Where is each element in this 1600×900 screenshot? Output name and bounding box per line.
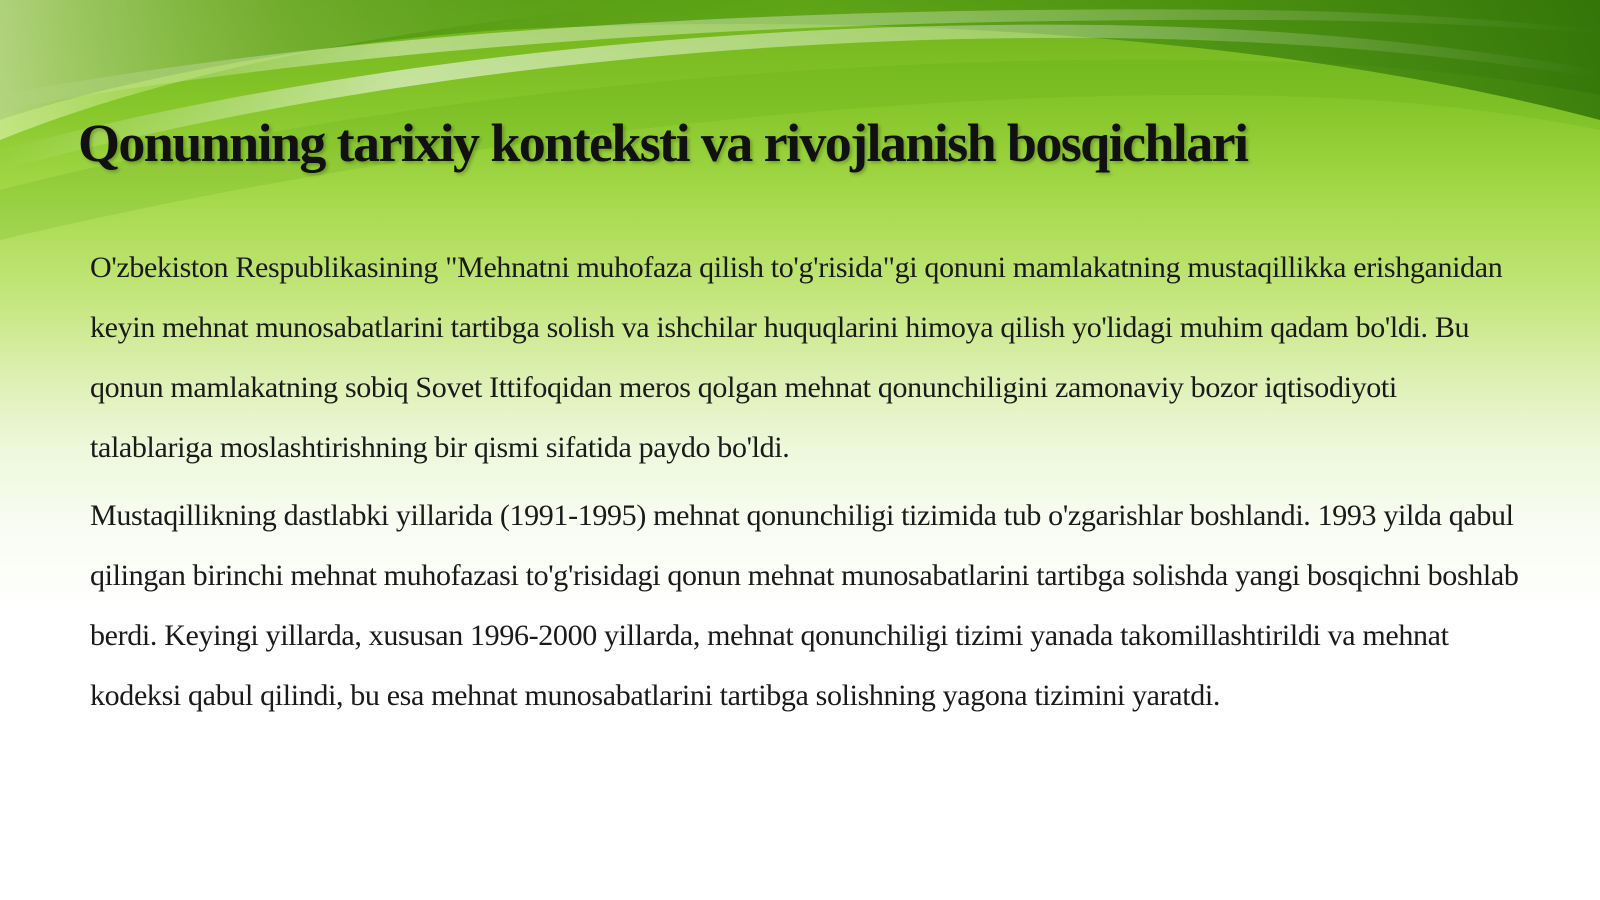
slide-title: Qonunning tarixiy konteksti va rivojlanish bosqichlari	[78, 113, 1248, 173]
paragraph-2: Mustaqillikning dastlabki yillarida (1991-1995) mehnat qonunchiligi tizimida tub o'zgarishlar boshlandi. 1993 yilda qabul qilingan birinchi mehnat muhofazasi to'g'risidagi qonun mehnat munosabatlarini tartibga solishda yangi bosqichni boshlab berdi. Keyingi yillarda, xususan 1996-2000 yillarda, mehnat qonunchiligi tizimi yanada takomillashtirildi va mehnat kodeksi qabul qilindi, bu esa mehnat munosabatlarini tartibga solishning yagona tizimini yaratdi.	[90, 499, 1519, 712]
slide-body	[90, 238, 1520, 734]
paragraph-1: O'zbekiston Respublikasining "Mehnatni muhofaza qilish to'g'risida"gi qonuni mamlakatning mustaqillikka erishganidan keyin mehnat munosabatlarini tartibga solish va ishchilar huquqlarini himoya qilish yo'lidagi muhim qadam bo'ldi. Bu qonun mamlakatning sobiq Sovet Ittifoqidan meros qolgan mehnat qonunchiligini zamonaviy bozor iqtisodiyoti talablariga moslashtirishning bir qismi sifatida paydo bo'ldi.	[90, 251, 1503, 464]
